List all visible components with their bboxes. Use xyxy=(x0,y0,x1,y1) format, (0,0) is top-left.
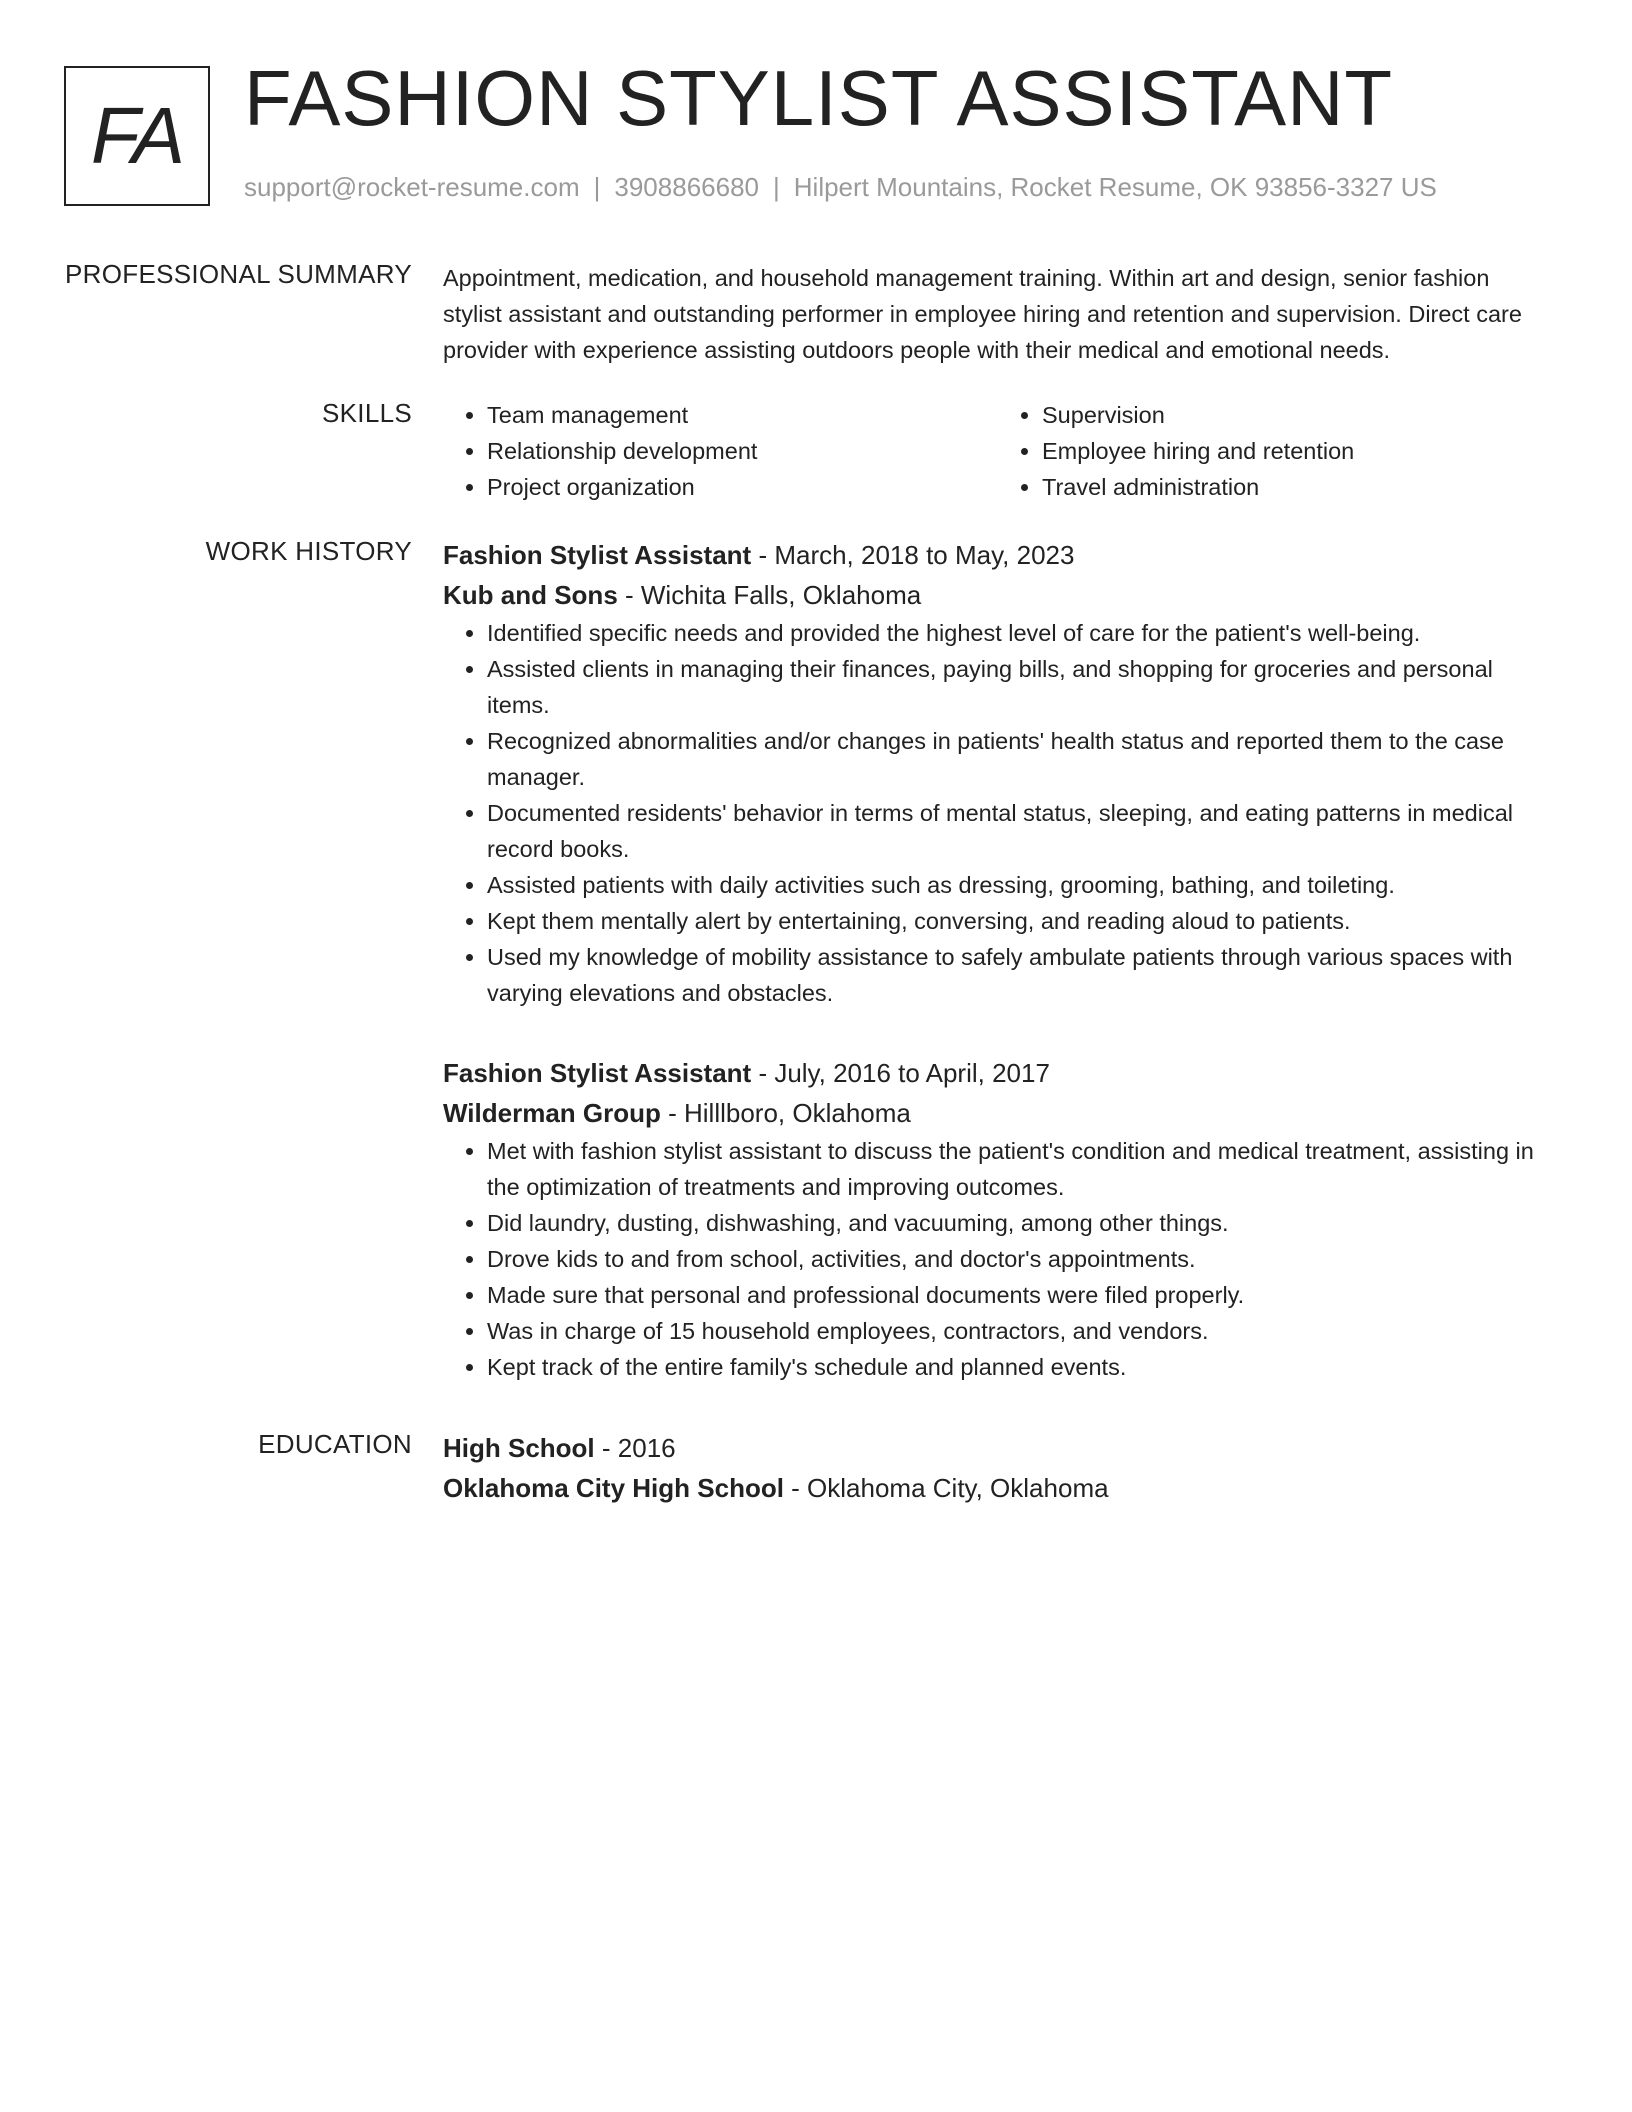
job-bullet: • Used my knowledge of mobility assistance to safely ambulate patients through various spaces with varying elevations and obstacles. xyxy=(487,939,1553,1011)
skills-list-right xyxy=(998,397,1553,505)
education-degree-line xyxy=(443,1428,1553,1468)
contact-separator: | xyxy=(773,172,780,202)
education-school-line xyxy=(443,1468,1553,1508)
skill-item: • Relationship development xyxy=(487,433,998,469)
education-body xyxy=(443,1428,1553,1508)
job-bullet: • Recognized abnormalities and/or changes in patients' health status and reported them to the case manager. xyxy=(487,723,1553,795)
work-body xyxy=(443,535,1553,1380)
contact-address: Hilpert Mountains, Rocket Resume, OK 93856-3327 US xyxy=(793,172,1437,202)
education-school: Oklahoma City High School xyxy=(443,1473,784,1503)
job-company: Kub and Sons xyxy=(443,580,618,610)
contact-separator: | xyxy=(593,172,601,202)
job-bullet: • Assisted patients with daily activities such as dressing, grooming, bathing, and toileting. xyxy=(487,867,1553,903)
skill-item: • Travel administration xyxy=(1042,469,1553,505)
summary-text: Appointment, medication, and household management training. Within art and design, senior fashion stylist assistant and outstanding performer in employee hiring and retention and supervision. Direct care provider with experience assisting outdoors people with their medical and emotional needs. xyxy=(443,265,1522,363)
job-bullet: • Was in charge of 15 household employees, contractors, and vendors. xyxy=(487,1313,1553,1349)
contact-email: support@rocket-resume.com xyxy=(244,172,580,202)
education-year: - 2016 xyxy=(594,1433,676,1463)
section-label-work: WORK HISTORY xyxy=(205,536,412,566)
job-title-line xyxy=(443,1053,1553,1093)
candidate-name: FASHION STYLIST ASSISTANT xyxy=(244,54,1394,142)
job-location: - Wichita Falls, Oklahoma xyxy=(617,580,922,610)
skill-item: • Supervision xyxy=(1042,397,1553,433)
job-dates: - July, 2016 to April, 2017 xyxy=(751,1058,1050,1088)
monogram-box xyxy=(64,66,210,206)
skill-item: • Project organization xyxy=(487,469,998,505)
job-bullet: • Made sure that personal and professional documents were filed properly. xyxy=(487,1277,1553,1313)
job-location: - Hilllboro, Oklahoma xyxy=(660,1098,911,1128)
job-company: Wilderman Group xyxy=(443,1098,661,1128)
job-bullet: • Documented residents' behavior in terms of mental status, sleeping, and eating patterns in medical record books. xyxy=(487,795,1553,867)
contact-phone: 3908866680 xyxy=(614,172,759,202)
job-company-line xyxy=(443,575,1553,615)
section-label-skills: SKILLS xyxy=(322,398,412,428)
job-entry xyxy=(443,535,1553,1011)
skill-item: • Team management xyxy=(487,397,998,433)
job-dates: - March, 2018 to May, 2023 xyxy=(751,540,1075,570)
job-bullet: • Kept them mentally alert by entertaining, conversing, and reading aloud to patients. xyxy=(487,903,1553,939)
section-label-summary: PROFESSIONAL SUMMARY xyxy=(65,259,412,289)
job-bullet-list xyxy=(443,615,1553,1011)
skills-list-left xyxy=(443,397,998,505)
section-label-education: EDUCATION xyxy=(258,1429,412,1459)
education-location: - Oklahoma City, Oklahoma xyxy=(783,1473,1109,1503)
job-bullet: • Did laundry, dusting, dishwashing, and vacuuming, among other things. xyxy=(487,1205,1553,1241)
job-bullet: • Kept track of the entire family's schedule and planned events. xyxy=(487,1349,1553,1385)
job-bullet: • Identified specific needs and provided the highest level of care for the patient's well-being. xyxy=(487,615,1553,651)
job-title: Fashion Stylist Assistant xyxy=(443,540,752,570)
job-bullet: • Drove kids to and from school, activities, and doctor's appointments. xyxy=(487,1241,1553,1277)
education-degree: High School xyxy=(443,1433,595,1463)
job-bullet: • Met with fashion stylist assistant to discuss the patient's condition and medical treatment, assisting in the optimization of treatments and improving outcomes. xyxy=(487,1133,1553,1205)
job-bullet: • Assisted clients in managing their finances, paying bills, and shopping for groceries and personal items. xyxy=(487,651,1553,723)
job-entry xyxy=(443,1053,1553,1385)
skills-body xyxy=(443,397,1553,505)
skills-columns xyxy=(443,397,1553,505)
contact-line xyxy=(244,172,1437,203)
job-title-line xyxy=(443,535,1553,575)
job-bullet-list xyxy=(443,1133,1553,1385)
job-company-line xyxy=(443,1093,1553,1133)
summary-body xyxy=(443,260,1553,368)
job-title: Fashion Stylist Assistant xyxy=(443,1058,752,1088)
skill-item: • Employee hiring and retention xyxy=(1042,433,1553,469)
monogram-initials: FA xyxy=(90,91,184,180)
